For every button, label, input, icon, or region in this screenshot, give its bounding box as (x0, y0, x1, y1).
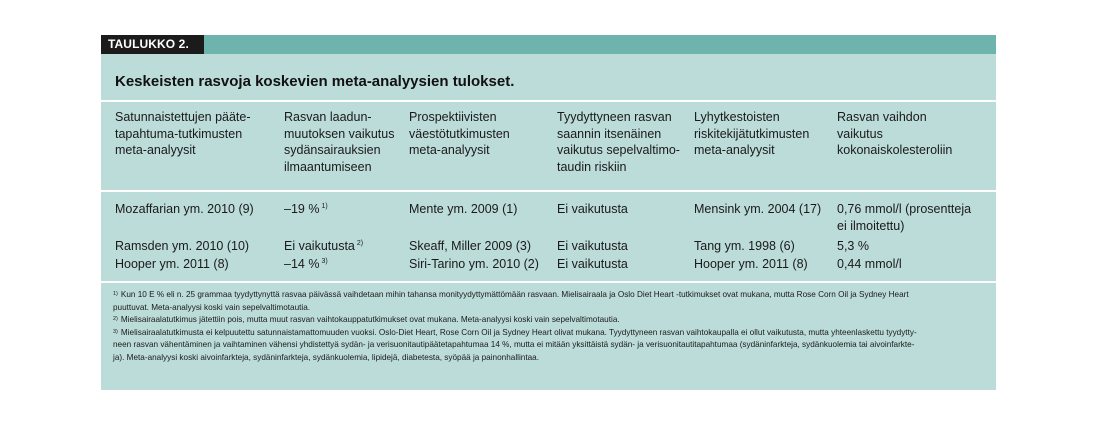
table-label: TAULUKKO 2. (101, 35, 204, 54)
meta-analysis-table (101, 35, 996, 390)
row-3-cohort: Siri-Tarino ym. 2010 (2) (409, 257, 539, 271)
footnote-3: $^{3)}$ Mielisairaalatutkimusta ei kelpuutettu satunnaistamattomuuden vuoksi. Oslo-Diet Heart, Rose Corn Oil ja Sydney Heart olivat mukana. Tyydyttyneen rasvan vaihtokaupalla ei ollut vaikutusta, mutta yhteenlaskettu tyydytty- neen rasvan vähentäminen ja vaihtaminen vähensi yhdistettyä sydän- ja verisuonitautipäätetapahtumaa 14 %, mutta ei mitään yksittäistä sydän- ja verisuonitautitapahtumaa (sydäninfarkteja, sydänkuolemia tai aivoinfarkte- ja). Meta-analyysi koski aivoinfarkteja, sydäninfarkteja, sydänkuolemia, lipidejä, diabetesta, syöpää ja painonhallintaa. (113, 327, 917, 362)
footnote-2: $^{2)}$ Mielisairaalatutkimus jätettiin pois, mutta muut rasvan vaihtokauppatutkimukset ovat mukana. Meta-analyysi koski vain sepelvaltimotautia. (113, 315, 620, 325)
row-2-saturated-effect: Ei vaikutusta (557, 239, 628, 253)
row-1-effect: –19 % $^{1)}$ (284, 202, 328, 216)
table-label-bar (101, 35, 996, 54)
divider-header (101, 190, 996, 192)
row-2-cohort: Skeaff, Miller 2009 (3) (409, 239, 532, 253)
row-1-cohort: Mente ym. 2009 (1) (409, 202, 518, 216)
row-3-saturated-effect: Ei vaikutusta (557, 257, 628, 271)
row-3-effect: –14 % $^{3)}$ (284, 257, 328, 271)
row-1-saturated-effect: Ei vaikutusta (557, 202, 628, 216)
row-1-short-term: Mensink ym. 2004 (17) (694, 202, 822, 216)
column-header-2: Rasvan laadun- muutoksen vaikutus sydänsairauksien ilmaantumiseen (284, 110, 395, 174)
column-header-5: Lyhytkestoisten riskitekijätutkimusten meta-analyysit (694, 110, 810, 157)
column-header-4: Tyydyttyneen rasvan saannin itsenäinen vaikutus sepelvaltimo- taudin riskiin (557, 110, 680, 174)
divider-body (101, 281, 996, 283)
column-header-1: Satunnaistettujen pääte- tapahtuma-tutkimusten meta-analyysit (115, 110, 251, 157)
row-1-cholesterol: 0,76 mmol/l (prosentteja ei ilmoitettu) (837, 202, 972, 233)
footnotes (113, 289, 985, 365)
divider-title (101, 100, 996, 102)
row-3-cholesterol: 0,44 mmol/l (837, 257, 902, 271)
row-2-effect: Ei vaikutusta $^{2)}$ (284, 239, 364, 253)
footnote-1: $^{1)}$ Kun 10 E % eli n. 25 grammaa tyydyttynyttä rasvaa päivässä vaihdetaan mihin tahansa monityydyttymättömään rasvaan. Mielisairaala ja Oslo Diet Heart -tutkimukset ovat mukana, mutta Rose Corn Oil ja Sydney Heart puuttuvat. Meta-analyysi koski vain sepelvaltimotautia. (113, 290, 909, 312)
table-title: Keskeisten rasvoja koskevien meta-analyysien tulokset. (115, 73, 515, 90)
row-3-study: Hooper ym. 2011 (8) (115, 257, 229, 271)
row-2-study: Ramsden ym. 2010 (10) (115, 239, 250, 253)
row-2-cholesterol: 5,3 % (837, 239, 869, 253)
column-header-6: Rasvan vaihdon vaikutus kokonaiskolesteroliin (837, 110, 953, 157)
column-header-3: Prospektiivisten väestötutkimusten meta-analyysit (409, 110, 510, 157)
row-1-study: Mozaffarian ym. 2010 (9) (115, 202, 254, 216)
row-3-short-term: Hooper ym. 2011 (8) (694, 257, 808, 271)
row-2-short-term: Tang ym. 1998 (6) (694, 239, 795, 253)
